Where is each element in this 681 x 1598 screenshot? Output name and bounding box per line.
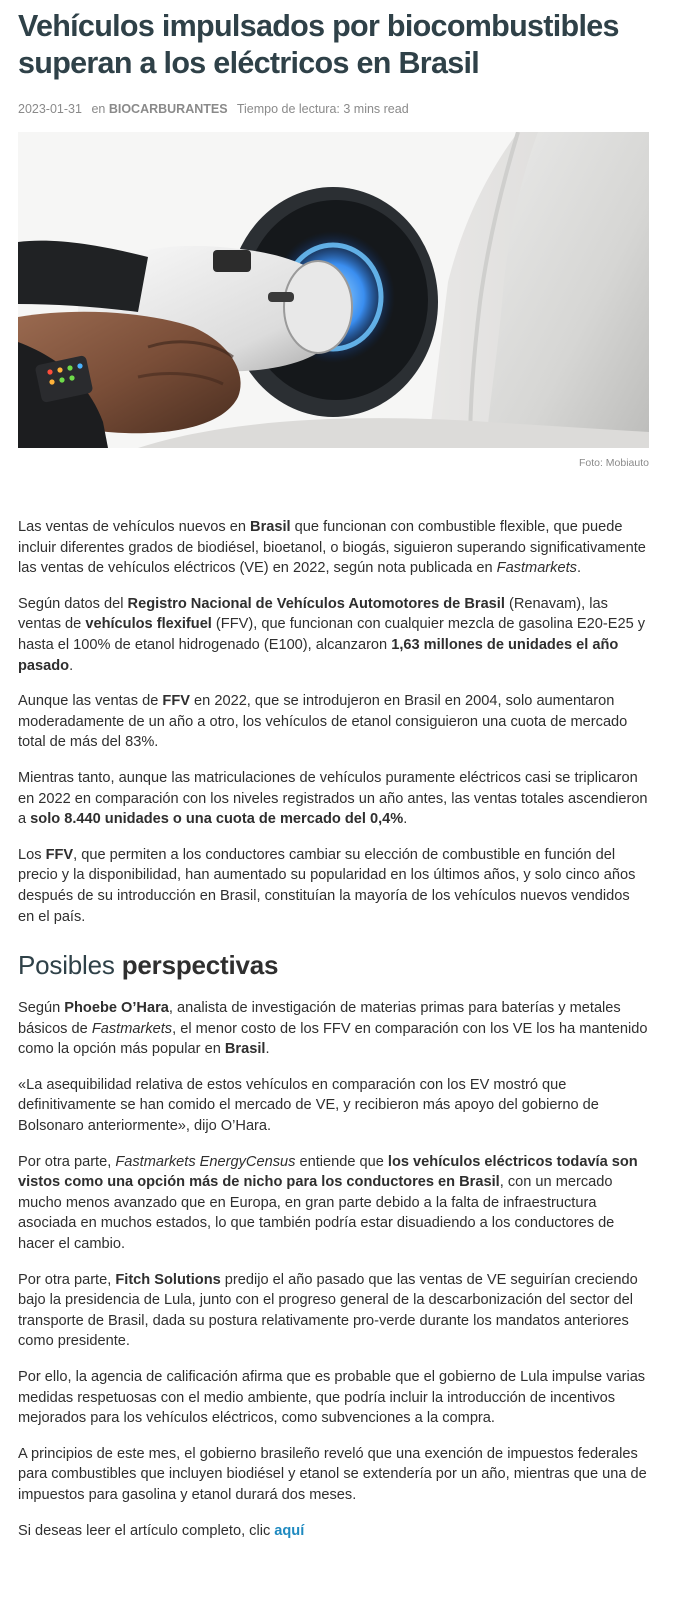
paragraph: Las ventas de vehículos nuevos en Brasil que funcionan con combustible flexible, que puede incluir diferentes grados de biodiésel, bioetanol, o biogás, siguieron superando significativamente las ventas de vehículos eléctricos (VE) en 2022, según nota publicada en Fastmarkets. — [18, 519, 646, 577]
paragraph: Según Phoebe O’Hara, analista de investigación de materias primas para baterías y metales básicos de Fastmarkets, el menor costo de los FFV en comparación con los VE los ha mantenido como la opción más popular en Brasil. — [18, 1000, 648, 1058]
paragraph: Los FFV, que permiten a los conductores cambiar su elección de combustible en función del precio y la disponibilidad, han aumentado su popularidad en los últimos años, y solo cinco años después de su introducción en Brasil, constituían la mayoría de los vehículos nuevos vendidos en el país. — [18, 846, 636, 925]
article-body — [18, 517, 649, 1541]
quote-paragraph: «La asequibilidad relativa de estos vehículos en comparación con los EV mostró que definitivamente se han comido el mercado de VE, y recibieron más apoyo del gobierno de Bolsonaro anteriormente», dijo O’Hara. — [18, 1076, 599, 1135]
read-more-link[interactable]: aquí — [274, 1522, 305, 1539]
article-meta — [18, 101, 649, 117]
ev-charging-photo — [18, 132, 649, 448]
publish-date: 2023-01-31 — [18, 102, 82, 116]
paragraph: Por otra parte, Fitch Solutions predijo el año pasado que las ventas de VE seguirían creciendo bajo la presidencia de Lula, junto con el progreso general de la descarbonización del sector del transporte de Brasil, dada su postura relativamente pro-verde durante los mandatos anteriores como presidente. — [18, 1271, 638, 1350]
category-prefix: en — [91, 102, 106, 116]
paragraph: Aunque las ventas de FFV en 2022, que se introdujeron en Brasil en 2004, solo aumentaron moderadamente de un año a otro, los vehículos de etanol consiguieron una cuota de mercado total de más del 83%. — [18, 693, 628, 751]
article-title: Vehículos impulsados por biocombustibles superan a los eléctricos en Brasil — [18, 9, 619, 80]
paragraph: Mientras tanto, aunque las matriculaciones de vehículos puramente eléctricos casi se triplicaron en 2022 en comparación con los niveles registrados un año antes, las ventas totales ascendieron a solo 8.440 unidades o una cuota de mercado del 0,4%. — [18, 769, 648, 828]
paragraph: Por otra parte, Fastmarkets EnergyCensus entiende que los vehículos eléctricos todavía son vistos como una opción más de nicho para los conductores en Brasil, con un mercado mucho menos avanzado que en Europa, en gran parte debido a la falta de infraestructura asociada en muchos estados, lo que también podría estar disuadiendo a los conductores de hacer el cambio. — [18, 1153, 638, 1253]
section-heading: Posibles perspectivas — [18, 950, 279, 981]
paragraph: Según datos del Registro Nacional de Vehículos Automotores de Brasil (Renavam), las ventas de vehículos flexifuel (FFV), que funcionan con cualquier mezcla de gasolina E20-E25 y hasta el 100% de etanol hidrogenado (E100), alcanzaron 1,63 millones de unidades el año pasado. — [18, 595, 646, 674]
category-link[interactable]: BIOCARBURANTES — [108, 102, 228, 116]
featured-image — [18, 132, 649, 448]
image-caption: Foto: Mobiauto — [578, 457, 649, 469]
reading-time: Tiempo de lectura: 3 mins read — [236, 102, 409, 116]
paragraph: Por ello, la agencia de calificación afirma que es probable que el gobierno de Lula impulse varias medidas respetuosas con el medio ambiente, que podría incluir la introducción de incentivos mejorados para los vehículos eléctricos, como subvenciones a la compra. — [18, 1369, 646, 1427]
paragraph: A principios de este mes, el gobierno brasileño reveló que una exención de impuestos federales para combustibles que incluyen biodiésel y etanol se extendería por un año, mientras que una de impuestos para gasolina y etanol durará dos meses. — [18, 1445, 647, 1503]
article — [18, 0, 649, 1541]
read-more-paragraph: Si deseas leer el artículo completo, clic aquí — [18, 1522, 305, 1539]
